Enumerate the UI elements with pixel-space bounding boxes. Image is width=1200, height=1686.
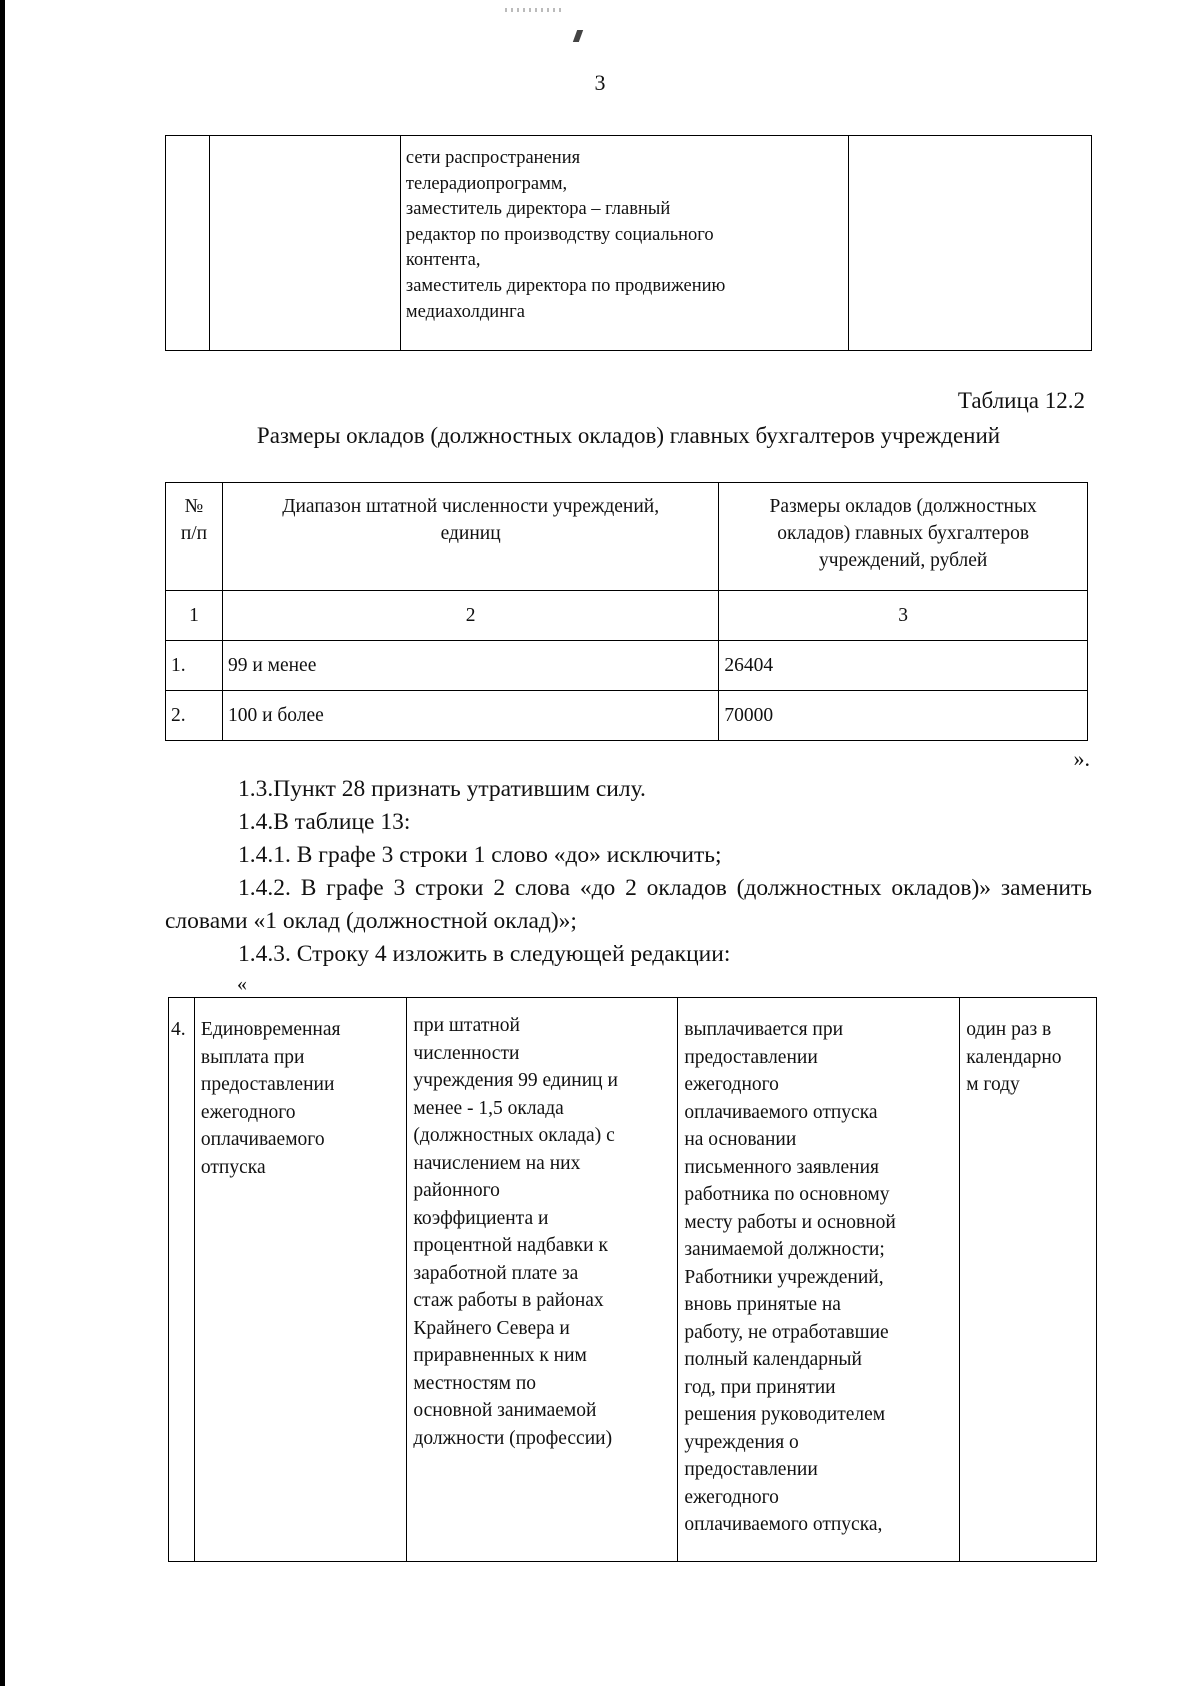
- table-title: Размеры окладов (должностных окладов) главных бухгалтеров учреждений: [256, 423, 1001, 448]
- paragraph: 1.3.Пункт 28 признать утратившим силу.: [238, 776, 646, 802]
- table-cell: [849, 136, 1092, 351]
- closing-quote: ».: [1073, 746, 1090, 771]
- table-cell: 99 и менее: [222, 641, 718, 691]
- table-row: [166, 691, 1088, 741]
- header-cell: Диапазон штатной численности учреждений, единиц: [222, 483, 718, 591]
- table-row: [166, 641, 1088, 691]
- table-header-row: [166, 483, 1088, 591]
- table-cell: [166, 136, 210, 351]
- table-cell: 4.: [169, 998, 195, 1562]
- table-row: [169, 998, 1097, 1562]
- table-cell: 2.: [166, 691, 223, 741]
- table-cell: [210, 136, 400, 351]
- column-number-row: [166, 591, 1088, 641]
- paragraph: 1.4.1. В графе 3 строки 1 слово «до» исключить;: [238, 842, 722, 868]
- paragraph: 1.4.2. В графе 3 строки 2 слова «до 2 окладов (должностных окладов)» заменить словами «1 оклад (должностной оклад)»;: [165, 875, 1092, 934]
- page-number: 3: [594, 70, 606, 95]
- table-cell: при штатной численности учреждения 99 единиц и менее - 1,5 оклада (должностных оклада) с начислением на них районного коэффициента и процентной надбавки к заработной плате за стаж работы в районах Крайнего Севера и приравненных к ним местностям по основной занимаемой должности (профессии): [407, 998, 678, 1562]
- table-label: Таблица 12.2: [957, 388, 1085, 413]
- table-13-row-4: [168, 997, 1097, 1562]
- table-cell: 1.: [166, 641, 223, 691]
- table-cell: 26404: [719, 641, 1088, 691]
- column-number: 2: [222, 591, 718, 641]
- salary-table: [165, 482, 1088, 741]
- table-cell: сети распространения телерадиопрограмм, заместитель директора – главный редактор по производству социального контента, заместитель директора по продвижению медиахолдинга: [400, 136, 848, 351]
- table-cell: Единовременная выплата при предоставлении ежегодного оплачиваемого отпуска: [194, 998, 406, 1562]
- scan-artifact: [573, 30, 583, 42]
- table-cell: 70000: [719, 691, 1088, 741]
- table-cell: выплачивается при предоставлении ежегодного оплачиваемого отпуска на основании письменного заявления работника по основному месту работы и основной занимаемой должности; Работники учреждений, вновь принятые на работу, не отработавшие полный календарный год, при принятии решения руководителем учреждения о предоставлении ежегодного оплачиваемого отпуска,: [678, 998, 960, 1562]
- paragraph: 1.4.В таблице 13:: [238, 809, 411, 835]
- header-cell: № п/п: [166, 483, 223, 591]
- scan-edge: [0, 0, 5, 1686]
- column-number: 3: [719, 591, 1088, 641]
- table-cell: 100 и более: [222, 691, 718, 741]
- table-cell: один раз в календарно м году: [960, 998, 1097, 1562]
- scan-artifact: [505, 8, 565, 12]
- header-cell: Размеры окладов (должностных окладов) главных бухгалтеров учреждений, рублей: [719, 483, 1088, 591]
- table-row: [166, 136, 1092, 351]
- table-continuation: [165, 135, 1092, 351]
- paragraph: 1.4.3. Строку 4 изложить в следующей редакции:: [238, 941, 731, 967]
- opening-quote: «: [237, 973, 247, 995]
- column-number: 1: [166, 591, 223, 641]
